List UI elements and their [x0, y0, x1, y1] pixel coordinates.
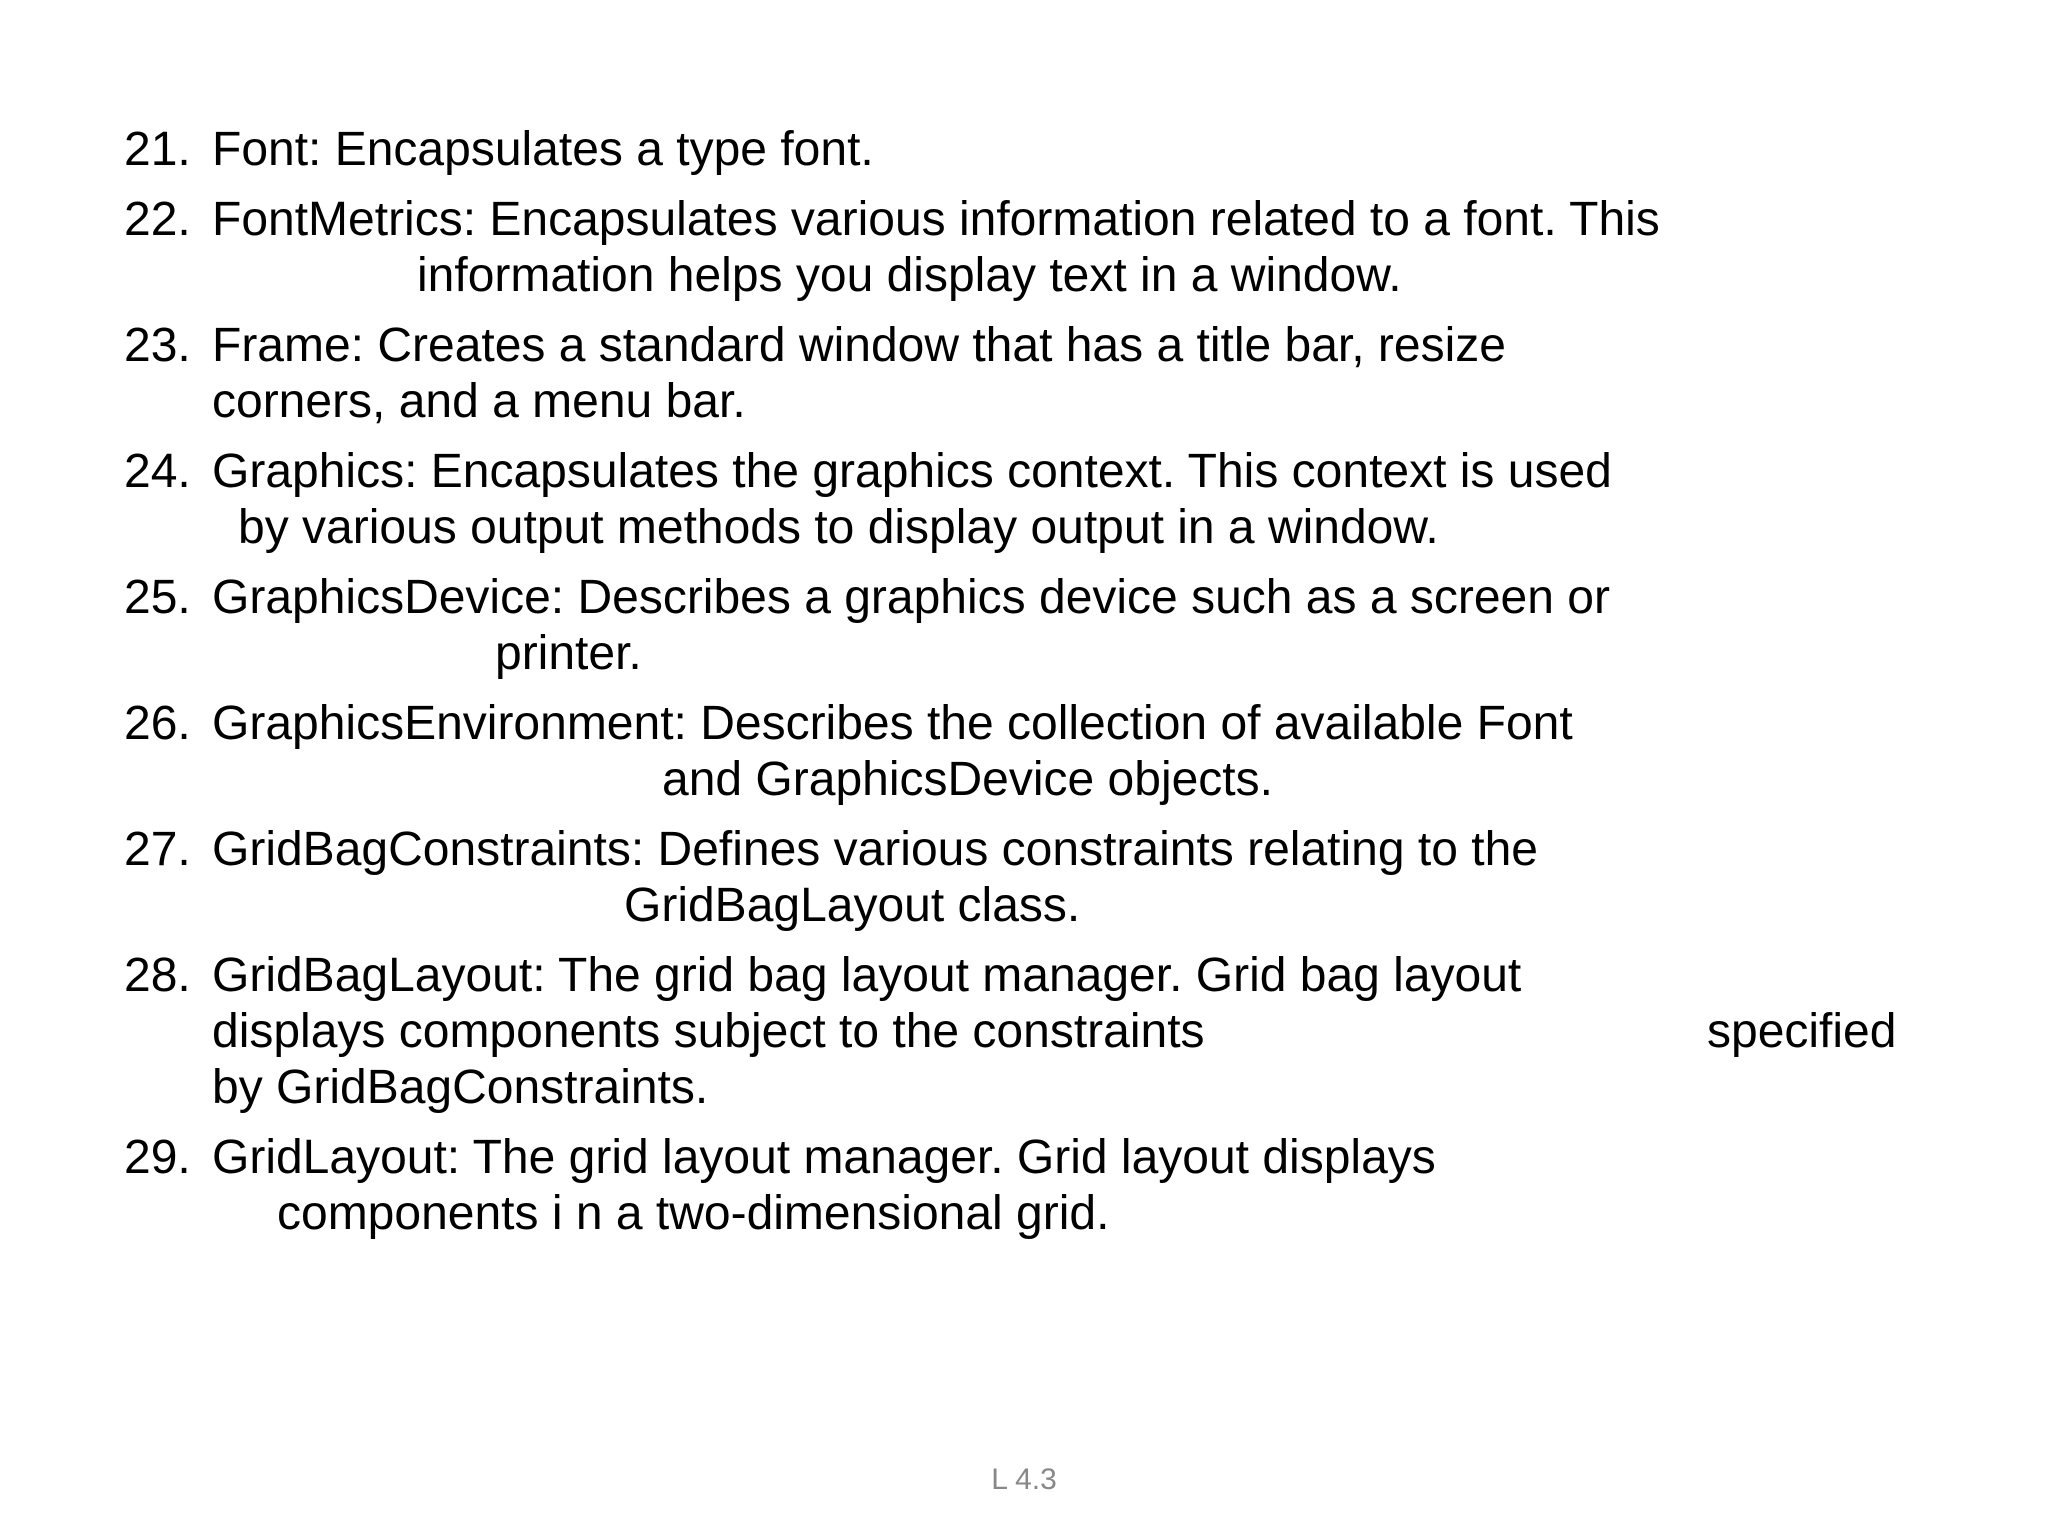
- list-item: [124, 948, 2024, 1116]
- item-line: [124, 122, 2024, 178]
- item-continuation: corners, and a menu bar.: [212, 375, 746, 428]
- item-line: [124, 192, 2024, 248]
- item-text: GridBagConstraints: Defines various constraints relating to the: [212, 823, 1538, 876]
- item-continuation: by GridBagConstraints.: [212, 1061, 709, 1114]
- item-text: GridBagLayout: The grid bag layout manager. Grid bag layout: [212, 949, 1522, 1002]
- list-item: [124, 570, 2024, 682]
- slide-footer: L 4.3: [991, 1463, 1057, 1496]
- item-continuation: and GraphicsDevice objects.: [662, 753, 1273, 806]
- item-text: GraphicsDevice: Describes a graphics device such as a screen or: [212, 571, 1610, 624]
- item-continuation: [124, 1004, 2024, 1060]
- item-line: [124, 318, 2024, 374]
- item-text: displays components subject to the constraints: [212, 1005, 1205, 1058]
- item-number: 28.: [124, 949, 191, 1002]
- item-line: [124, 948, 2024, 1004]
- list-item: [124, 192, 2024, 304]
- list-item: [124, 444, 2024, 556]
- list-item: [124, 318, 2024, 430]
- item-continuation: information helps you display text in a window.: [417, 249, 1402, 302]
- item-number: 25.: [124, 571, 191, 624]
- list-item: [124, 1130, 2024, 1242]
- item-line: [124, 444, 2024, 500]
- class-list: [124, 122, 2024, 1256]
- item-text: GridLayout: The grid layout manager. Grid layout displays: [212, 1131, 1436, 1184]
- item-continuation: printer.: [495, 627, 642, 680]
- item-text-detached: specified: [1707, 1005, 1897, 1058]
- item-text: FontMetrics: Encapsulates various information related to a font. This: [212, 193, 1660, 246]
- item-line: [124, 1130, 2024, 1186]
- item-line: [124, 696, 2024, 752]
- item-number: 24.: [124, 445, 191, 498]
- item-number: 21.: [124, 123, 191, 176]
- item-number: 27.: [124, 823, 191, 876]
- item-text: GraphicsEnvironment: Describes the collection of available Font: [212, 697, 1573, 750]
- item-text: Font: Encapsulates a type font.: [212, 123, 874, 176]
- item-number: 26.: [124, 697, 191, 750]
- list-item: [124, 696, 2024, 808]
- list-item: [124, 122, 2024, 178]
- item-number: 23.: [124, 319, 191, 372]
- item-number: 29.: [124, 1131, 191, 1184]
- list-item: [124, 822, 2024, 934]
- item-text: Frame: Creates a standard window that has a title bar, resize: [212, 319, 1506, 372]
- item-number: 22.: [124, 193, 191, 246]
- item-line: [124, 570, 2024, 626]
- item-continuation: components i n a two-dimensional grid.: [277, 1187, 1110, 1240]
- item-text: Graphics: Encapsulates the graphics context. This context is used: [212, 445, 1612, 498]
- item-continuation: by various output methods to display output in a window.: [238, 501, 1439, 554]
- item-line: [124, 822, 2024, 878]
- item-continuation: GridBagLayout class.: [624, 879, 1081, 932]
